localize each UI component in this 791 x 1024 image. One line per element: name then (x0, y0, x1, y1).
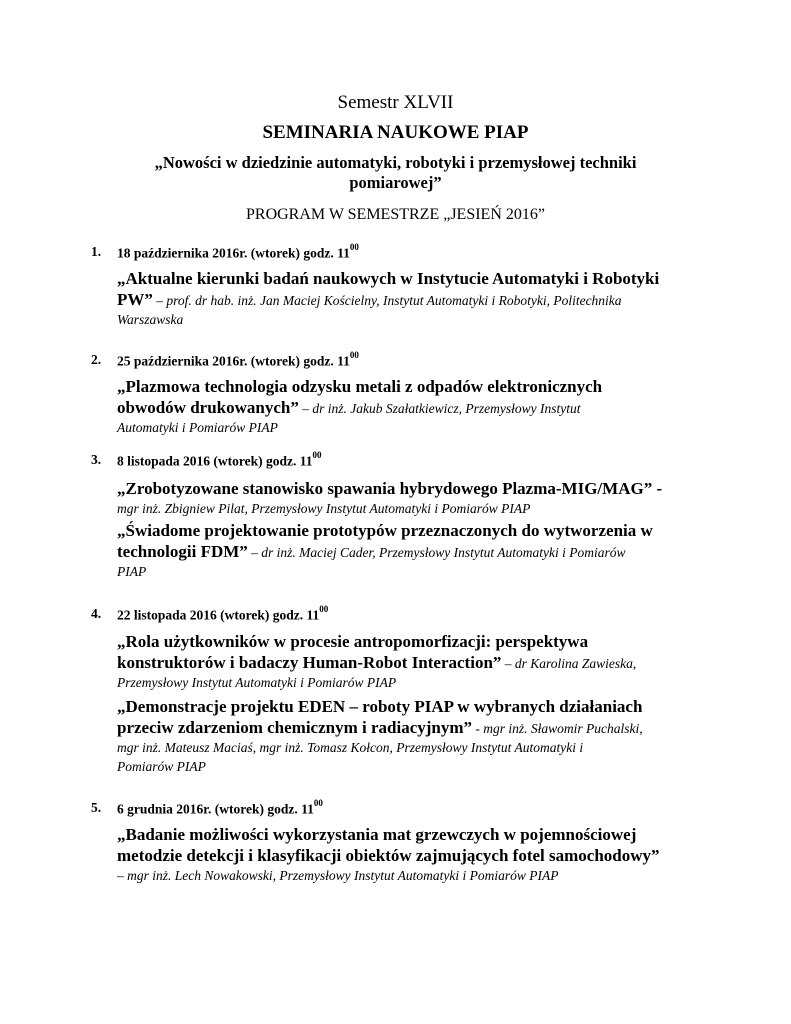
session-number: 1. (91, 244, 102, 259)
program-heading: PROGRAM W SEMESTRZE „JESIEŃ 2016” (246, 206, 545, 223)
talk-title: „Plazmowa technologia odzysku metali z odpadów elektronicznych (117, 377, 603, 396)
talk-speaker: Automatyki i Pomiarów PIAP (117, 420, 278, 435)
talk-title: konstruktorów i badaczy Human-Robot Interaction” (117, 653, 502, 672)
session-2-talk-1 (117, 376, 707, 437)
talk-title: metodzie detekcji i klasyfikacji obiektów zajmujących fotel samochodowy” (117, 846, 660, 865)
talk-speaker: PIAP (117, 564, 147, 579)
talk-title: przeciw zdarzeniom chemicznym i radiacyjnym” (117, 718, 473, 737)
talk-speaker: – dr Karolina Zawieska, (501, 656, 637, 671)
talk-title: PW” (117, 290, 153, 309)
time-minutes: 00 (349, 242, 359, 252)
talk-title: „Badanie możliwości wykorzystania mat grzewczych w pojemnościowej (117, 825, 637, 844)
talk-title: „Świadome projektowanie prototypów przeznaczonych do wytworzenia w (117, 521, 653, 540)
session-5-talk-1 (117, 824, 707, 885)
session-number: 2. (91, 352, 102, 367)
session-date: 18 października 2016r. (wtorek) godz. $11^{00}$ (117, 242, 359, 261)
session-date: 22 listopada 2016 (wtorek) godz. $11^{00}$ (117, 604, 329, 623)
talk-speaker: mgr inż. Zbigniew Pilat, Przemysłowy Instytut Automatyki i Pomiarów PIAP (117, 501, 531, 516)
talk-speaker: - mgr inż. Sławomir Puchalski, (472, 721, 643, 736)
organization-heading: SEMINARIA NAUKOWE PIAP (262, 122, 529, 143)
session-1-talk-1 (117, 268, 707, 329)
talk-title: „Rola użytkowników w procesie antropomorfizacji: perspektywa (117, 632, 589, 651)
session-4-talk-1 (117, 631, 707, 692)
session-3-talk-1 (117, 478, 707, 518)
session-number: 5. (91, 800, 102, 815)
session-3-talk-2 (117, 520, 707, 581)
talk-speaker: Warszawska (117, 312, 184, 327)
time-minutes: 00 (313, 798, 323, 808)
talk-title: technologii FDM” (117, 542, 248, 561)
talk-speaker: Przemysłowy Instytut Automatyki i Pomiarów PIAP (117, 675, 397, 690)
talk-speaker: Pomiarów PIAP (117, 759, 206, 774)
talk-speaker: – prof. dr hab. inż. Jan Maciej Kościelny, Instytut Automatyki i Robotyki, Politechnika (152, 293, 622, 308)
talk-title: „Demonstracje projektu EDEN – roboty PIAP w wybranych działaniach (117, 697, 643, 716)
talk-speaker: – mgr inż. Lech Nowakowski, Przemysłowy Instytut Automatyki i Pomiarów PIAP (117, 868, 559, 883)
talk-speaker: mgr inż. Mateusz Maciaś, mgr inż. Tomasz Kołcon, Przemysłowy Instytut Automatyki i (117, 740, 584, 755)
time-minutes: 00 (312, 450, 322, 460)
time-minutes: 00 (319, 604, 329, 614)
talk-title: obwodów drukowanych” (117, 398, 299, 417)
series-title-line-1: „Nowości w dziedzinie automatyki, robotyki i przemysłowej techniki (154, 153, 637, 172)
talk-speaker: – dr inż. Maciej Cader, Przemysłowy Instytut Automatyki i Pomiarów (247, 545, 626, 560)
talk-title: „Aktualne kierunki badań naukowych w Instytucie Automatyki i Robotyki (117, 269, 660, 288)
talk-title: „Zrobotyzowane stanowisko spawania hybrydowego Plazma-MIG/MAG” - (117, 479, 663, 498)
talk-speaker: – dr inż. Jakub Szałatkiewicz, Przemysłowy Instytut (298, 401, 581, 416)
session-4-talk-2 (117, 696, 707, 776)
semester-heading: Semestr XLVII (337, 92, 454, 113)
series-title (0, 153, 791, 193)
session-date: 25 października 2016r. (wtorek) godz. $11^{00}$ (117, 350, 359, 369)
series-title-line-2: pomiarowej” (349, 173, 442, 192)
session-date: 8 listopada 2016 (wtorek) godz. $11^{00}$ (117, 450, 322, 469)
session-date: 6 grudnia 2016r. (wtorek) godz. $11^{00}$ (117, 798, 323, 817)
session-number: 4. (91, 606, 102, 621)
time-minutes: 00 (349, 350, 359, 360)
session-number: 3. (91, 452, 102, 467)
